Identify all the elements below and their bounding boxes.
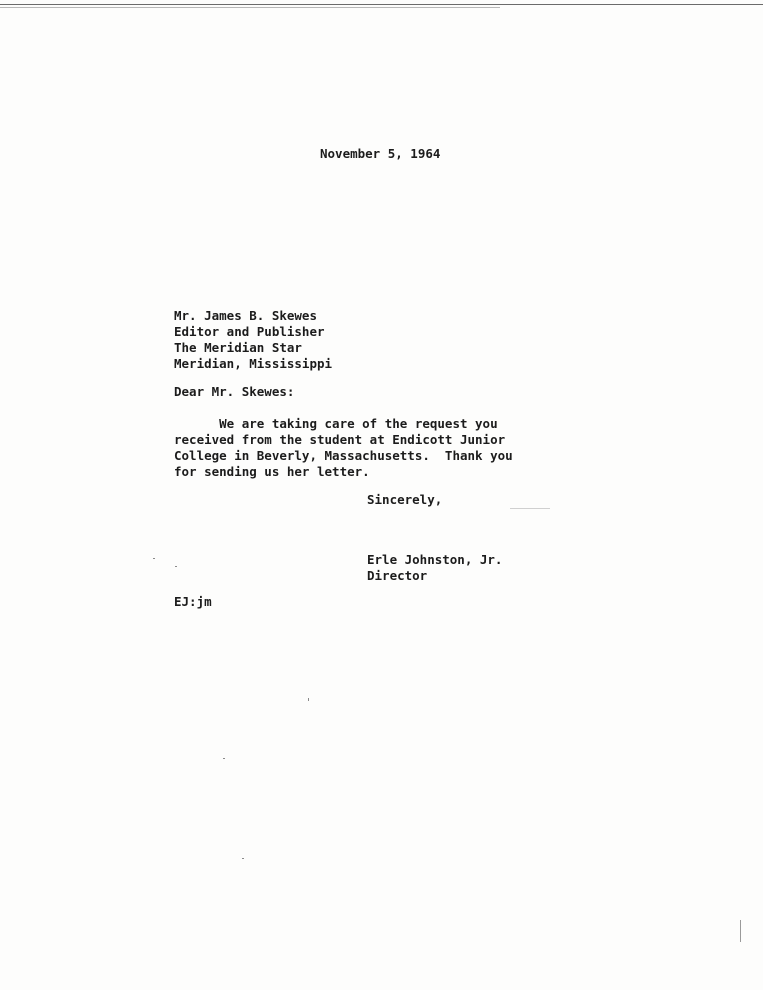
- scan-speck: [153, 558, 155, 559]
- recipient-title: Editor and Publisher: [174, 324, 325, 339]
- signer-title: Director: [367, 568, 428, 583]
- scan-speck: [510, 508, 550, 509]
- top-edge-shadow: [0, 7, 500, 8]
- recipient-name: Mr. James B. Skewes: [174, 308, 317, 323]
- scan-speck: [740, 920, 741, 942]
- letter-body: We are taking care of the request you received from the student at Endicott Junior College in Beverly, Massachusetts. Thank you for sending us her letter.: [174, 416, 513, 479]
- scan-speck: [175, 566, 177, 567]
- top-edge-rule: [0, 4, 763, 5]
- closing: Sincerely,: [367, 492, 443, 507]
- scan-speck: [242, 858, 244, 859]
- scan-speck: [308, 698, 309, 701]
- recipient-address-block: [174, 308, 332, 372]
- letter-date: November 5, 1964: [320, 146, 441, 161]
- recipient-location: Meridian, Mississippi: [174, 356, 333, 371]
- scan-speck: [223, 758, 225, 759]
- recipient-organization: The Meridian Star: [174, 340, 302, 355]
- salutation: Dear Mr. Skewes:: [174, 384, 295, 399]
- reference-initials: EJ:jm: [174, 594, 212, 609]
- signature-block: [367, 552, 502, 584]
- signer-name: Erle Johnston, Jr.: [367, 552, 503, 567]
